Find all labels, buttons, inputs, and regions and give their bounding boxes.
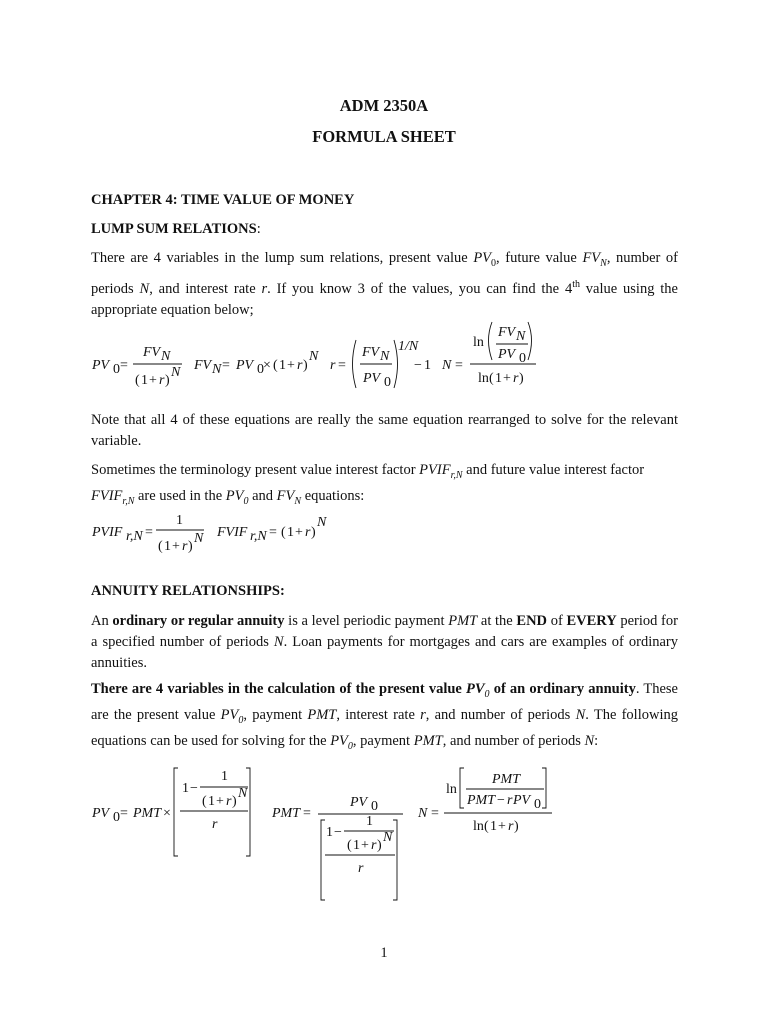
svg-text:r: r xyxy=(212,817,218,832)
svg-text:PVIF: PVIF xyxy=(92,525,123,540)
svg-text:(: ( xyxy=(347,838,352,853)
svg-text:1: 1 xyxy=(182,781,189,796)
svg-text:PV: PV xyxy=(92,358,110,373)
svg-text:1: 1 xyxy=(279,358,286,373)
svg-text:N: N xyxy=(516,329,526,344)
svg-text:1: 1 xyxy=(353,838,360,853)
lump-sum-intro: There are 4 variables in the lump sum relations, present value $PV_0$, future value $FV_N$, number of periods N, and interest rate r. If you know 3 of the values, you can find the 4th value using the appropriate equation below; xyxy=(91,250,679,318)
svg-text:PV: PV xyxy=(513,793,531,808)
svg-text:(: ( xyxy=(158,539,163,554)
svg-text:1: 1 xyxy=(490,819,497,834)
svg-text:N: N xyxy=(309,349,319,364)
svg-text:): ) xyxy=(188,539,193,554)
svg-text:FVIF: FVIF xyxy=(217,525,248,540)
svg-text:FV: FV xyxy=(194,358,212,373)
svg-text:0: 0 xyxy=(371,799,378,814)
svg-text:0: 0 xyxy=(384,375,391,390)
svg-text:): ) xyxy=(519,371,524,386)
svg-text:=: = xyxy=(338,358,346,373)
svg-text:−: − xyxy=(497,793,505,808)
svg-text:r: r xyxy=(513,371,519,386)
svg-text:): ) xyxy=(303,358,308,373)
svg-text:=: = xyxy=(431,806,439,821)
svg-text:N: N xyxy=(161,349,171,364)
svg-text:=: = xyxy=(120,358,128,373)
svg-text:ln: ln xyxy=(473,335,484,350)
interest-factor-equations xyxy=(0,508,768,563)
svg-text:1/N: 1/N xyxy=(398,339,419,354)
svg-text:): ) xyxy=(311,525,316,540)
svg-text:+: + xyxy=(503,371,511,386)
svg-text:=: = xyxy=(145,525,153,540)
svg-text:PV: PV xyxy=(363,371,381,386)
svg-text:r: r xyxy=(330,358,336,373)
lump-sum-heading: LUMP SUM RELATIONS: xyxy=(91,221,261,237)
svg-text:PV: PV xyxy=(236,358,254,373)
svg-text:N: N xyxy=(442,358,452,373)
svg-text:PV: PV xyxy=(498,347,516,362)
svg-text:0: 0 xyxy=(519,351,526,366)
svg-text:PV: PV xyxy=(92,806,110,821)
svg-text:=: = xyxy=(120,806,128,821)
svg-text:ln: ln xyxy=(446,782,457,797)
svg-text:N: N xyxy=(194,531,204,546)
svg-text:+: + xyxy=(216,794,224,809)
terminology-paragraph: Sometimes the terminology present value interest factor $PVIF_{r,N}$ and future value interest factor $FVIF_{r,N}$ are used in the $PV_0$ and $FV_N$ equations: xyxy=(91,462,645,507)
svg-text:r: r xyxy=(159,373,165,388)
svg-text:r: r xyxy=(182,539,188,554)
svg-text:=: = xyxy=(269,525,277,540)
sheet-title: FORMULA SHEET xyxy=(312,127,456,146)
svg-text:r: r xyxy=(508,819,514,834)
svg-text:+: + xyxy=(149,373,157,388)
svg-text:r: r xyxy=(226,794,232,809)
svg-text:1: 1 xyxy=(287,525,294,540)
svg-text:r: r xyxy=(371,838,377,853)
annuity-variables-paragraph: There are 4 variables in the calculation of the present value $PV_0$ of an ordinary annuity. These are the present value $PV_0$, payment PMT, interest rate r, and number of periods N. The following equations can be used for solving for the $PV_0$, payment PMT, and number of periods N: xyxy=(91,681,678,752)
svg-text:N: N xyxy=(238,786,248,801)
svg-text:×: × xyxy=(263,358,271,373)
svg-text:1: 1 xyxy=(176,513,183,528)
lump-sum-equations xyxy=(0,316,768,401)
svg-text:N: N xyxy=(171,365,181,380)
svg-text:(: ( xyxy=(202,794,207,809)
svg-text:FV: FV xyxy=(498,325,516,340)
svg-text:(: ( xyxy=(135,373,140,388)
svg-text:+: + xyxy=(172,539,180,554)
svg-text:1: 1 xyxy=(424,358,431,373)
svg-text:0: 0 xyxy=(534,797,541,812)
note-paragraph: Note that all 4 of these equations are really the same equation rearranged to solve for the relevant variable. xyxy=(91,412,678,449)
svg-text:−: − xyxy=(334,825,342,840)
svg-text:(: ( xyxy=(484,819,489,834)
svg-text:×: × xyxy=(163,806,171,821)
svg-text:r: r xyxy=(507,793,513,808)
svg-text:PMT: PMT xyxy=(492,772,520,787)
svg-text:N: N xyxy=(383,830,393,845)
svg-text:PMT: PMT xyxy=(272,806,300,821)
chapter-heading: CHAPTER 4: TIME VALUE OF MONEY xyxy=(91,192,355,208)
svg-text:r,N: r,N xyxy=(250,529,267,544)
svg-text:ln: ln xyxy=(478,371,489,386)
svg-text:N: N xyxy=(418,806,428,821)
svg-text:+: + xyxy=(361,838,369,853)
svg-text:(: ( xyxy=(489,371,494,386)
annuity-heading: ANNUITY RELATIONSHIPS: xyxy=(91,583,285,599)
svg-text:+: + xyxy=(498,819,506,834)
svg-text:1: 1 xyxy=(495,371,502,386)
svg-text:(: ( xyxy=(273,358,278,373)
svg-text:r: r xyxy=(297,358,303,373)
course-code: ADM 2350A xyxy=(339,96,429,115)
annuity-equations xyxy=(0,762,768,912)
svg-text:0: 0 xyxy=(113,362,120,377)
svg-text:1: 1 xyxy=(326,825,333,840)
svg-text:r: r xyxy=(305,525,311,540)
svg-text:): ) xyxy=(232,794,237,809)
svg-text:ln: ln xyxy=(473,819,484,834)
svg-text:=: = xyxy=(455,358,463,373)
svg-text:PMT: PMT xyxy=(467,793,495,808)
svg-text:1: 1 xyxy=(366,814,373,829)
svg-text:=: = xyxy=(303,806,311,821)
svg-text:−: − xyxy=(190,781,198,796)
svg-text:1: 1 xyxy=(141,373,148,388)
svg-text:r,N: r,N xyxy=(126,529,143,544)
svg-text:PV: PV xyxy=(350,795,368,810)
page-number: 1 xyxy=(380,945,388,961)
svg-text:N: N xyxy=(212,362,222,377)
svg-text:1: 1 xyxy=(164,539,171,554)
svg-text:=: = xyxy=(222,358,230,373)
svg-text:PMT: PMT xyxy=(133,806,161,821)
svg-text:−: − xyxy=(414,358,422,373)
svg-text:r: r xyxy=(358,861,364,876)
svg-text:): ) xyxy=(165,373,170,388)
svg-text:+: + xyxy=(295,525,303,540)
svg-text:+: + xyxy=(287,358,295,373)
svg-text:): ) xyxy=(377,838,382,853)
annuity-definition: An ordinary or regular annuity is a level periodic payment PMT at the END of EVERY period for a specified number of periods N. Loan payments for mortgages and cars are examples of ordinary annuities. xyxy=(91,613,678,671)
svg-text:FV: FV xyxy=(143,345,161,360)
svg-text:0: 0 xyxy=(113,810,120,825)
svg-text:(: ( xyxy=(281,525,286,540)
svg-text:N: N xyxy=(317,515,327,530)
svg-text:N: N xyxy=(380,349,390,364)
svg-text:FV: FV xyxy=(362,345,380,360)
svg-text:0: 0 xyxy=(257,362,264,377)
svg-text:): ) xyxy=(514,819,519,834)
svg-text:1: 1 xyxy=(221,769,228,784)
svg-text:1: 1 xyxy=(208,794,215,809)
